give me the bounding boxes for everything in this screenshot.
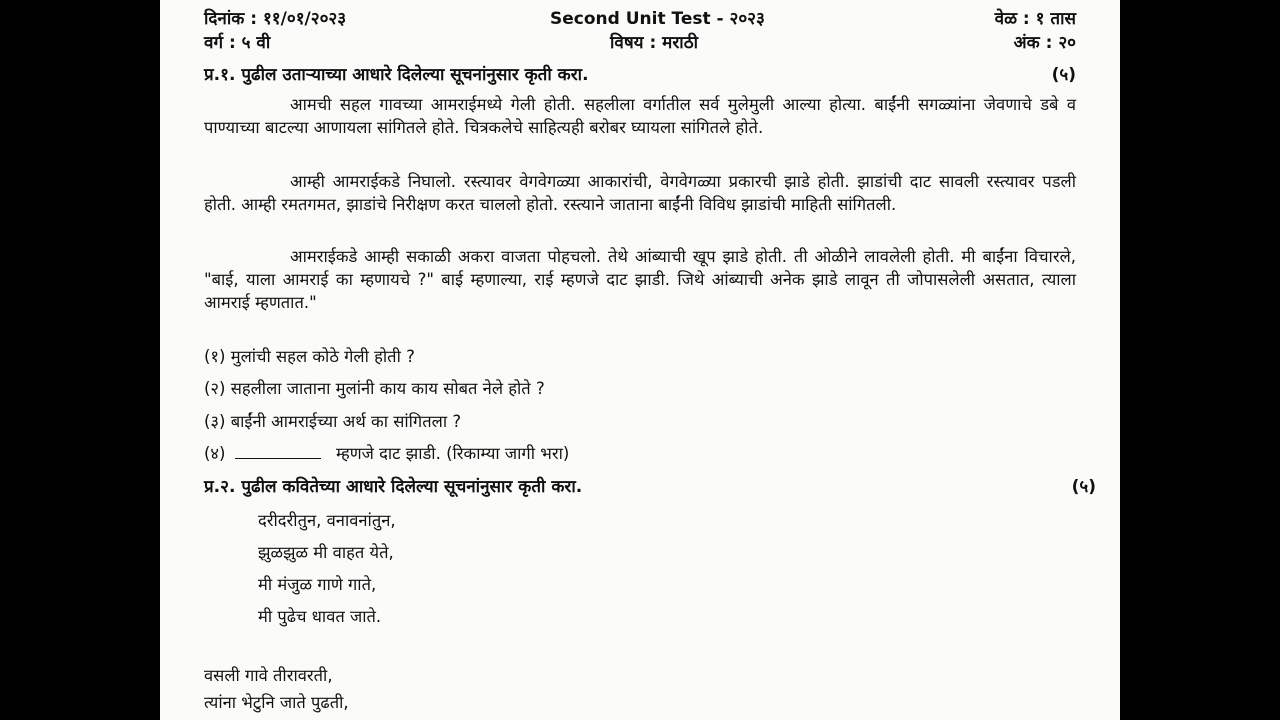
poem-line-1: दरीदरीतुन, वनावनांतुन, <box>258 511 396 530</box>
exam-subject: विषय : मराठी <box>610 33 698 53</box>
exam-class: वर्ग : ५ वी <box>204 33 271 53</box>
q2-marks: (५) <box>1071 477 1096 497</box>
q1-subquestion-1: (१) मुलांची सहल कोठे गेली होती ? <box>204 347 415 366</box>
poem-line-6: त्यांना भेटुनि जाते पुढती, <box>204 693 349 712</box>
exam-paper <box>160 0 1120 720</box>
q1-subquestion-3: (३) बाईंनी आमराईच्या अर्थ का सांगितला ? <box>204 412 462 431</box>
q1-fill-blank-text: म्हणजे दाट झाडी. (रिकाम्या जागी भरा) <box>335 444 570 463</box>
q1-paragraph-3: आमराईकडे आम्ही सकाळी अकरा वाजता पोहचलो. तेथे आंब्याची खूप झाडे होती. ती ओळीने लावलेली होती. मी बाईंना विचारले, "बाई, याला आमराई का म्हणायचे ?" बाई म्हणाल्या, राई म्हणजे दाट झाडी. जिथे आंब्याची अनेक झाडे लावून ती जोपासलेली असतात, त्याला आमराई म्हणतात." <box>204 247 1076 312</box>
q1-paragraph-1: आमची सहल गावच्या आमराईमध्ये गेली होती. सहलीला वर्गातील सर्व मुलेमुली आल्या होत्या. बाईंनी सगळ्यांना जेवणाचे डबे व पाण्याच्या बाटल्या आणायला सांगितले होते. चित्रकलेचे साहित्यही बरोबर घ्यायला सांगितले होते. <box>204 95 1076 137</box>
q1-marks: (५) <box>1051 65 1076 85</box>
test-title: Second Unit Test - २०२३ <box>550 9 765 29</box>
exam-time: वेळ : १ तास <box>994 9 1076 29</box>
poem-line-3: मी मंजुळ गाणे गाते, <box>258 575 377 594</box>
q1-heading: प्र.१. पुढील उताऱ्याच्या आधारे दिलेल्या सूचनांनुसार कृती करा. <box>204 65 589 85</box>
answer-blank-line <box>235 444 321 459</box>
q1-subquestion-2: (२) सहलीला जाताना मुलांनी काय काय सोबत नेले होते ? <box>204 379 545 398</box>
q1-fill-blank <box>204 441 569 464</box>
q2-heading: प्र.२. पुढील कवितेच्या आधारे दिलेल्या सूचनांनुसार कृती करा. <box>204 477 583 497</box>
poem-line-2: झुळझुळ मी वाहत येते, <box>258 543 394 562</box>
q1-fill-blank-number: (४) <box>204 444 226 463</box>
exam-date: दिनांक : ११/०१/२०२३ <box>204 9 347 29</box>
poem-line-4: मी पुढेच धावत जाते. <box>258 607 382 626</box>
exam-marks: अंक : २० <box>1013 33 1076 53</box>
q1-paragraph-2: आम्ही आमराईकडे निघालो. रस्त्यावर वेगवेगळ्या आकारांची, वेगवेगळ्या प्रकारची झाडे होती. झाडांची दाट सावली रस्त्यावर पडली होती. आम्ही रमतगमत, झाडांचे निरीक्षण करत चाललो होतो. रस्त्याने जाताना बाईंनी विविध झाडांची माहिती सांगितली. <box>204 172 1076 214</box>
poem-line-5: वसली गावे तीरावरती, <box>204 666 333 685</box>
